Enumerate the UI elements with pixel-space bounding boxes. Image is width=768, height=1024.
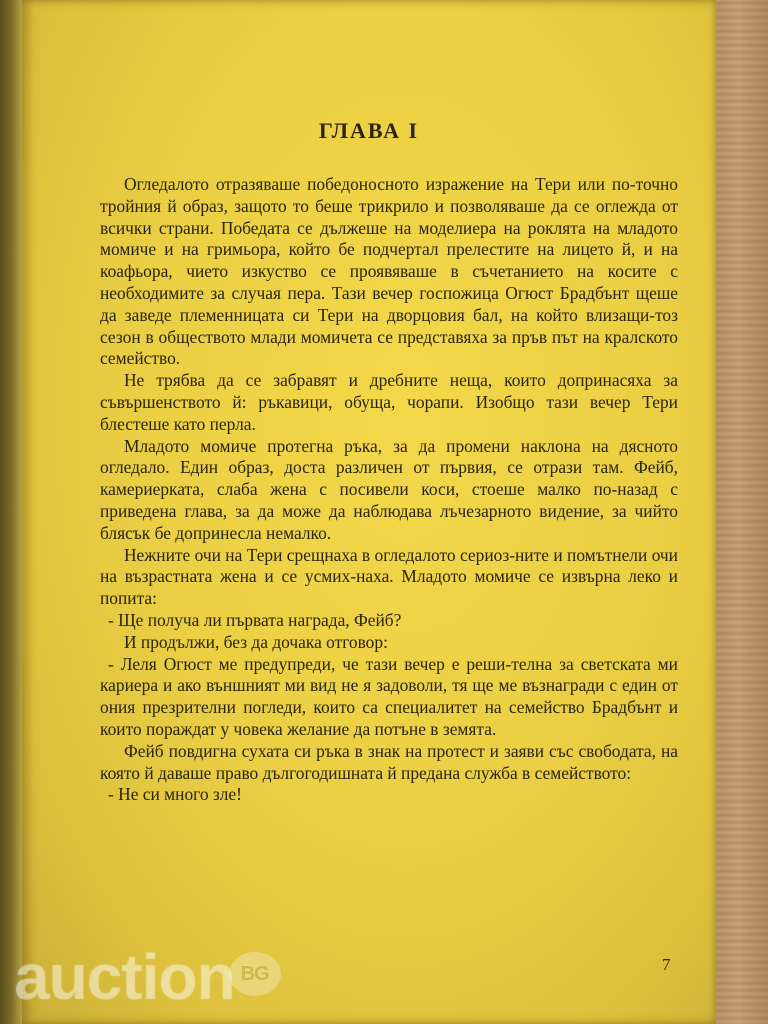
watermark-text: auction xyxy=(14,941,235,1013)
paragraph: Огледалото отразяваше победоносното изражение на Тери или по-точно тройния й образ, защото то беше трикрило и позволяваше да се оглежда от всички страни. Победата се дължеше на моделиера на роклята на младото момиче и на гримьора, който бе подчертал прелестите на лицето й, и на коафьора, чието изкуство се проявяваше в съчетанието на косите с необходимите за случая пера. Тази вечер госпожица Огюст Брадбънт щеше да заведе племенницата си Тери на дворцовия бал, на който влизащи-тоз сезон в обществото млади момичета се представяха за пръв път на кралското семейство. xyxy=(100,174,678,369)
dialogue-line: - Ще получа ли първата награда, Фейб? xyxy=(108,609,402,630)
watermark-logo xyxy=(14,940,281,1014)
paragraph: Нежните очи на Тери срещнаха в огледалото сериоз-ните и помътнели очи на възрастната жена и се усмих-наха. Младото момиче се извърна леко и попита: xyxy=(100,544,678,609)
background-surface xyxy=(710,0,768,1024)
paragraph: И продължи, без да дочака отговор: xyxy=(124,631,388,652)
book-page xyxy=(22,0,716,1024)
paragraph: Младото момиче протегна ръка, за да промени наклона на дясното огледало. Един образ, доста различен от първия, се отрази там. Фейб, камериерката, слаба жена с посивели коси, стоеше малко по-назад с приведена глава, за да може да наблюдава лъчезарното видение, за чийто блясък бе допринесла немалко. xyxy=(100,435,678,543)
paragraph: Фейб повдигна сухата си ръка в знак на протест и заяви със свободата, на която й даваше право дългогодишната й предана служба в семейството: xyxy=(100,740,678,783)
chapter-body xyxy=(100,174,678,806)
dialogue-line: - Не си много зле! xyxy=(108,784,242,805)
dialogue-line: - Леля Огюст ме предупреди, че тази вечер е реши-телна за светската ми кариера и ако външният ми вид не я задоволи, тя ще ме възнагради с един от ония презрителни погледи, които са специалитет на семейство Брадбънт и които пораждат у човека желание да потъне в земята. xyxy=(100,653,678,739)
chapter-title: ГЛАВА I xyxy=(318,118,420,143)
page-number: 7 xyxy=(662,955,671,974)
paragraph: Не трябва да се забравят и дребните неща, които допринасяха за съвършенството й: ръкавици, обуща, чорапи. Изобщо тази вечер Тери блестеше като перла. xyxy=(100,370,678,434)
watermark-badge: BG xyxy=(229,952,281,996)
